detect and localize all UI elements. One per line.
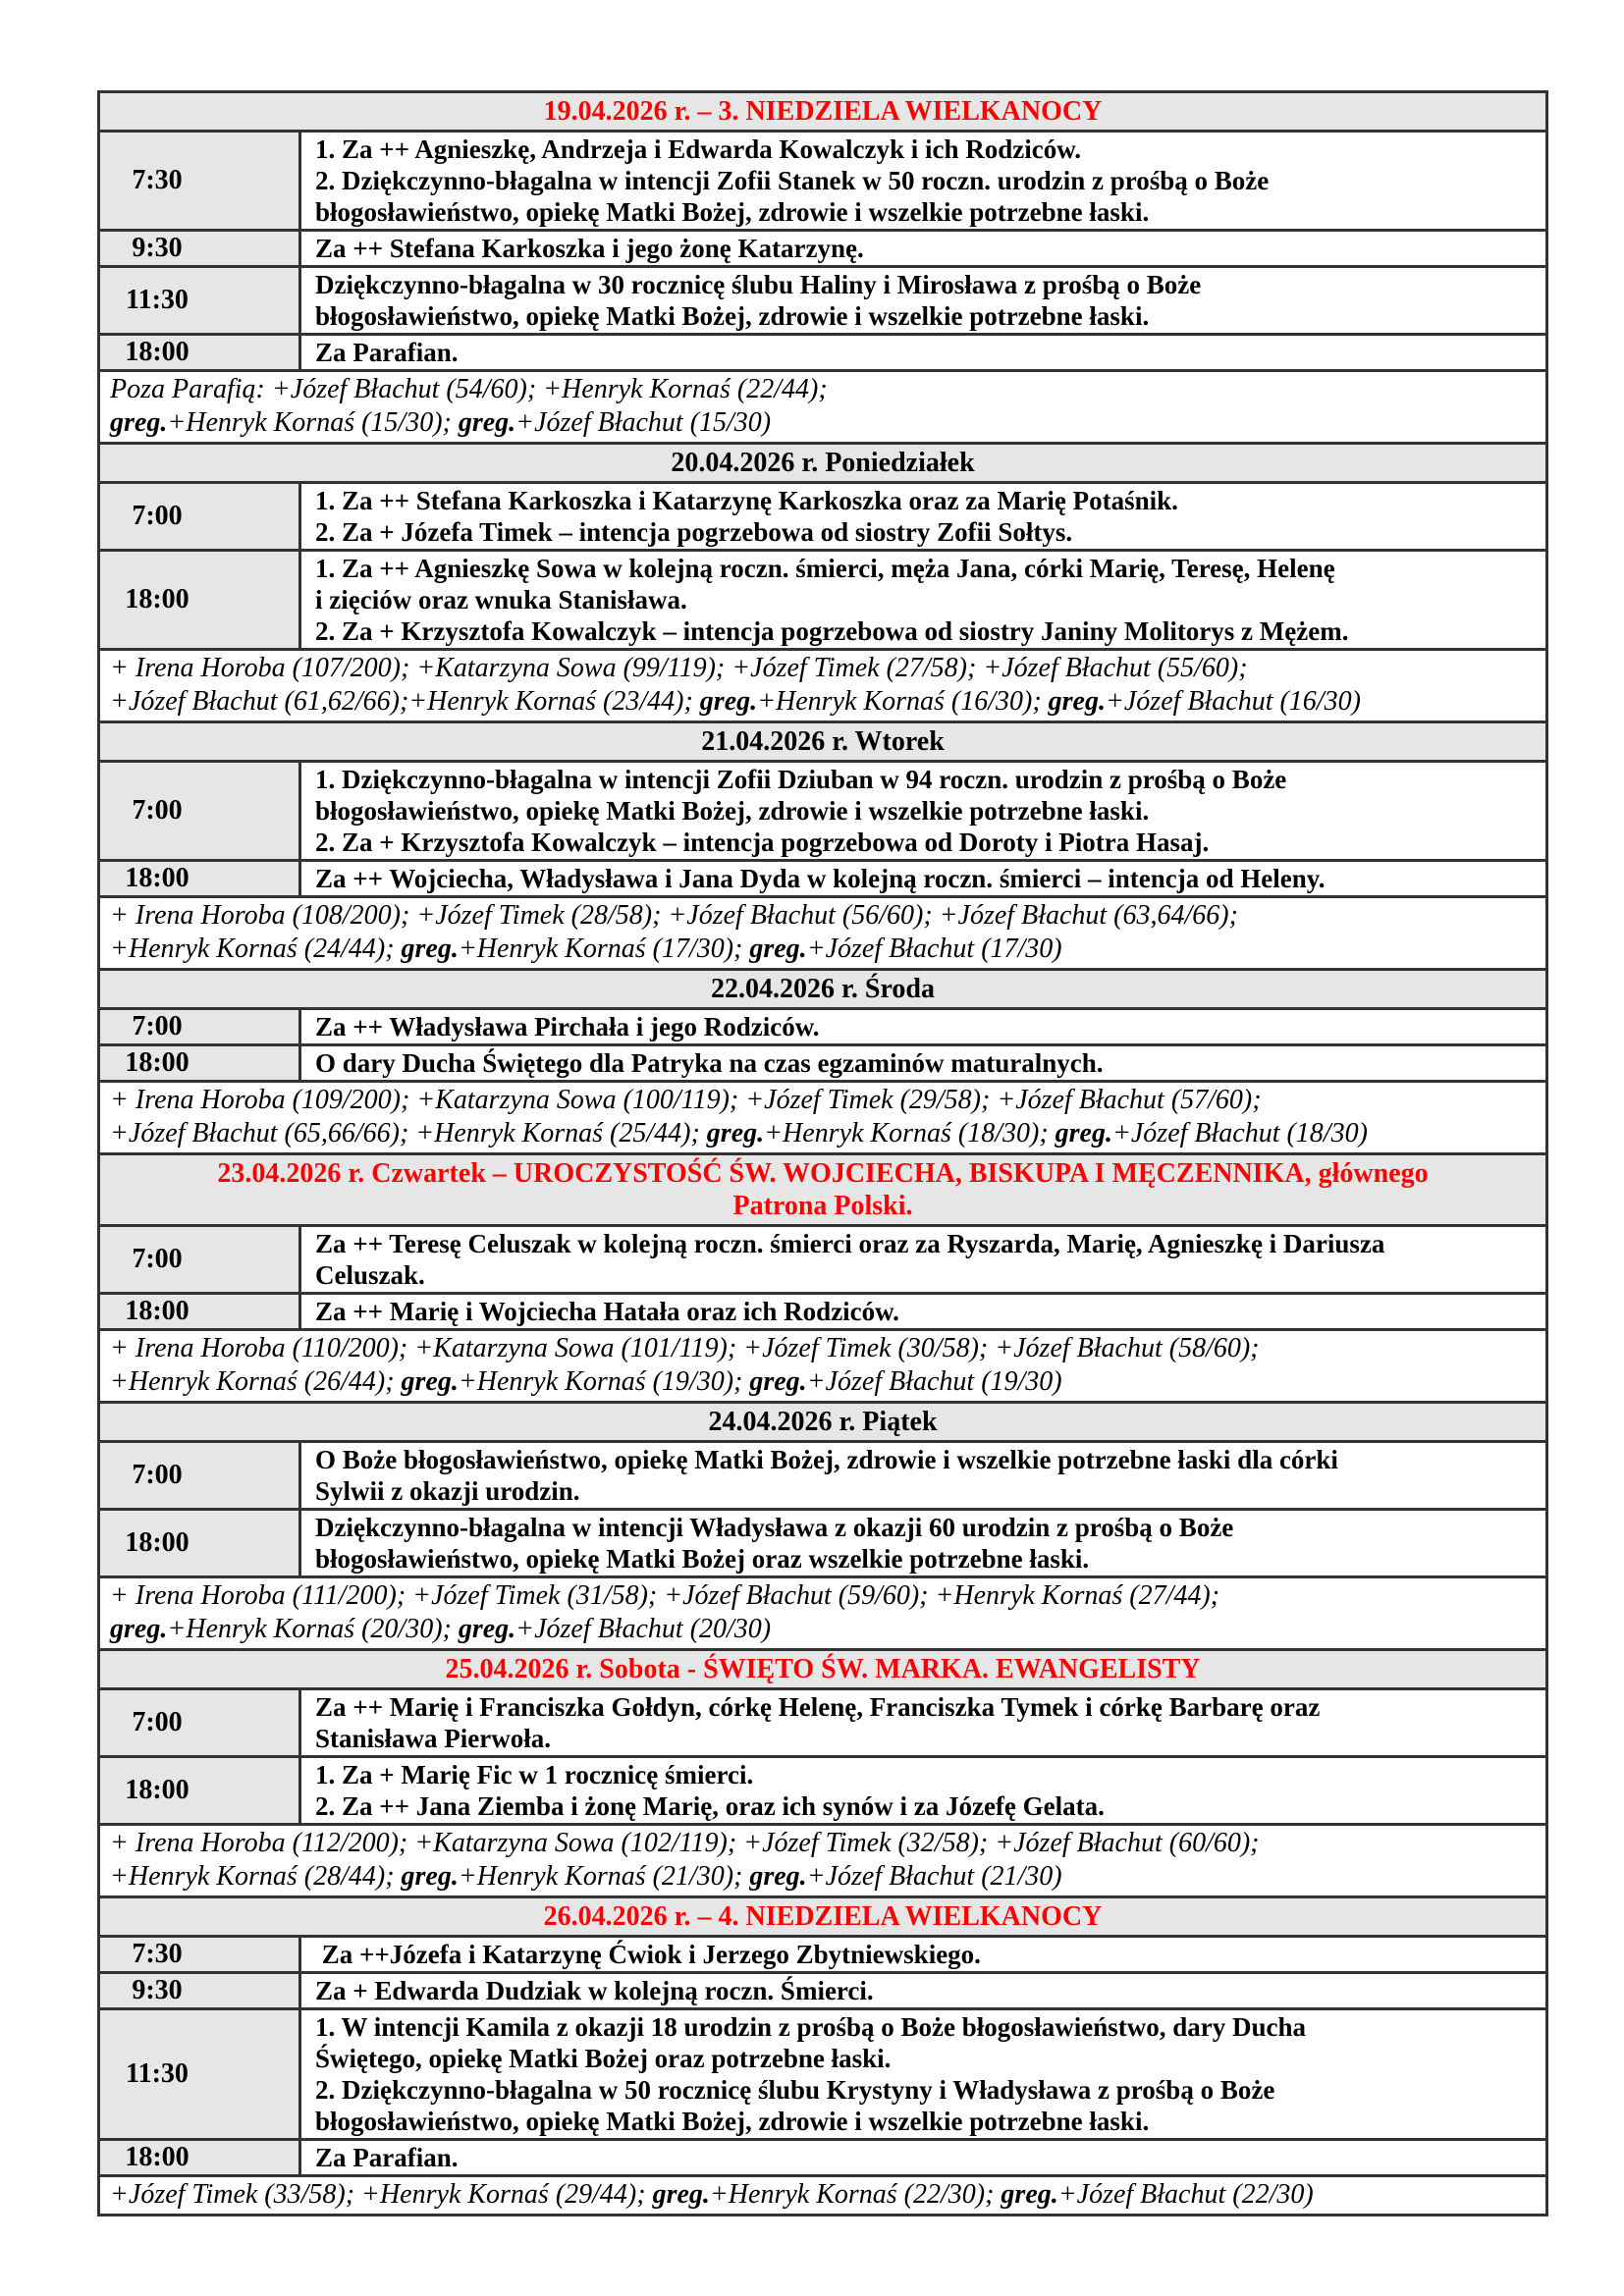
mass-intention-cell (301, 862, 1545, 895)
greg-label: greg. (401, 1861, 459, 1892)
intention-line: 1. Za + Marię Fic w 1 rocznicę śmierci. (315, 1760, 754, 1789)
day-header (100, 968, 1545, 1007)
mass-intention-cell (301, 1938, 1545, 1971)
memorial-intentions-row (100, 2174, 1545, 2214)
mass-intention-cell (301, 763, 1545, 859)
memorial-text: +Józef Błachut (65,66/66); +Henryk Kornaś (25/44); (110, 1118, 707, 1148)
memorial-text: + Irena Horoba (110/200); +Katarzyna Sowa (101/119); +Józef Timek (30/58); +Józef Błachut (58/60); (110, 1333, 1260, 1363)
day-header-line: 24.04.2026 r. Piątek (708, 1407, 938, 1437)
memorial-text: +Józef Timek (33/58); +Henryk Kornaś (29/44); (110, 2179, 653, 2210)
intention-line: 1. Dziękczynno-błagalna w intencji Zofii Dziuban w 94 roczn. urodzin z prośbą o Boże (315, 765, 1287, 794)
mass-time-label: 7:00 (132, 1011, 183, 1041)
memorial-line (110, 1332, 1538, 1365)
intention-line: Dziękczynno-błagalna w 30 rocznicę ślubu Haliny i Mirosława z prośbą o Boże (315, 270, 1202, 299)
greg-label: greg. (110, 1614, 168, 1644)
day-section (100, 93, 1545, 442)
intention-line: Za + Edwarda Dudziak w kolejną roczn. Śmierci. (315, 1976, 874, 2005)
memorial-line (110, 406, 1538, 440)
memorial-text: +Józef Błachut (19/30) (806, 1366, 1062, 1397)
greg-label: greg. (749, 934, 807, 964)
mass-intention-cell (301, 336, 1545, 369)
intention-line: Świętego, opiekę Matki Bożej oraz potrzebne łaski. (315, 2044, 892, 2073)
mass-time-label: 11:30 (126, 2058, 189, 2089)
memorial-intentions-row (100, 1823, 1545, 1896)
day-header (100, 1648, 1545, 1687)
day-section (100, 1896, 1545, 2214)
mass-intention-cell (301, 1046, 1545, 1080)
memorial-intentions-row (100, 1575, 1545, 1648)
memorial-text: Poza Parafią: +Józef Błachut (54/60); +Henryk Kornaś (22/44); (110, 374, 828, 404)
intention-line: Za ++ Władysława Pirchała i jego Rodziców. (315, 1012, 820, 1041)
mass-time-label: 18:00 (125, 1296, 189, 1326)
mass-row (100, 1508, 1545, 1575)
memorial-text: +Henryk Kornaś (28/44); (110, 1861, 402, 1892)
memorial-line (110, 899, 1538, 933)
mass-time-label: 18:00 (125, 337, 189, 367)
memorial-text: +Henryk Kornaś (17/30); (458, 934, 750, 964)
memorial-text: +Józef Błachut (61,62/66);+Henryk Kornaś (23/44); (110, 686, 700, 717)
day-header-line: Patrona Polski. (732, 1191, 913, 1221)
intention-line: 2. Dziękczynno-błagalna w intencji Zofii Stanek w 50 roczn. urodzin z prośbą o Boże (315, 166, 1270, 195)
memorial-intentions-row (100, 1080, 1545, 1152)
memorial-text: +Henryk Kornaś (22/30); (709, 2179, 1001, 2210)
mass-row (100, 130, 1545, 229)
intention-line: Za Parafian. (315, 2143, 459, 2172)
mass-row (100, 333, 1545, 369)
mass-intention-cell (301, 1974, 1545, 2007)
mass-time-label: 18:00 (125, 584, 189, 614)
mass-intention-cell (301, 552, 1545, 648)
intention-line: Za Parafian. (315, 338, 459, 367)
memorial-text: + Irena Horoba (108/200); +Józef Timek (28/58); +Józef Błachut (56/60); +Józef Błachut (63,64/66); (110, 900, 1238, 931)
intention-line: Za ++Józefa i Katarzynę Ćwiok i Jerzego Zbytniewskiego. (315, 1940, 981, 1969)
memorial-text: +Józef Błachut (21/30) (806, 1861, 1062, 1892)
day-section (100, 442, 1545, 721)
mass-row (100, 1755, 1545, 1823)
day-section (100, 968, 1545, 1152)
mass-row (100, 1224, 1545, 1292)
day-header (100, 93, 1545, 130)
memorial-text: +Henryk Kornaś (18/30); (764, 1118, 1056, 1148)
memorial-text: +Henryk Kornaś (20/30); (167, 1614, 459, 1644)
day-section (100, 1401, 1545, 1648)
memorial-text: +Józef Błachut (16/30) (1105, 686, 1361, 717)
intention-line: 2. Za + Krzysztofa Kowalczyk – intencja pogrzebowa od Doroty i Piotra Hasaj. (315, 828, 1210, 857)
memorial-line (110, 1117, 1538, 1150)
greg-label: greg. (699, 686, 758, 717)
mass-time-label: 18:00 (125, 1047, 189, 1078)
greg-label: greg. (1048, 686, 1106, 717)
mass-time-label: 18:00 (125, 1527, 189, 1558)
greg-label: greg. (110, 407, 168, 438)
mass-time-label: 7:00 (132, 1707, 183, 1737)
greg-label: greg. (749, 1861, 807, 1892)
day-header-line: 22.04.2026 r. Środa (711, 974, 935, 1004)
day-header (100, 721, 1545, 760)
mass-row (100, 1687, 1545, 1755)
mass-time-cell (100, 862, 301, 895)
memorial-intentions-row (100, 648, 1545, 721)
mass-time-cell (100, 268, 301, 333)
memorial-line (110, 933, 1538, 966)
intention-line: Za ++ Stefana Karkoszka i jego żonę Katarzynę. (315, 234, 864, 263)
mass-row (100, 549, 1545, 648)
intention-line: Stanisława Pierwoła. (315, 1724, 551, 1753)
memorial-intentions-row (100, 369, 1545, 442)
greg-label: greg. (749, 1366, 807, 1397)
mass-intention-cell (301, 133, 1545, 229)
day-header-line: 19.04.2026 r. – 3. NIEDZIELA WIELKANOCY (543, 96, 1103, 127)
mass-time-cell (100, 1295, 301, 1328)
memorial-line (110, 1827, 1538, 1860)
mass-intention-cell (301, 1227, 1545, 1292)
intention-line: 1. W intencji Kamila z okazji 18 urodzin z prośbą o Boże błogosławieństwo, dary Ducha (315, 2012, 1307, 2042)
day-section (100, 721, 1545, 968)
greg-label: greg. (652, 2179, 710, 2210)
mass-time-cell (100, 763, 301, 859)
mass-time-cell (100, 1938, 301, 1971)
intention-line: 2. Dziękczynno-błagalna w 50 rocznicę ślubu Krystyny i Władysława z prośbą o Boże (315, 2075, 1275, 2105)
mass-row (100, 859, 1545, 895)
day-header (100, 442, 1545, 481)
memorial-line (110, 2178, 1538, 2212)
day-header (100, 1896, 1545, 1935)
day-header-line: 23.04.2026 r. Czwartek – UROCZYSTOŚĆ ŚW. WOJCIECHA, BISKUPA I MĘCZENNIKA, głównego (217, 1158, 1429, 1189)
greg-label: greg. (1055, 1118, 1112, 1148)
memorial-text: +Henryk Kornaś (26/44); (110, 1366, 402, 1397)
mass-time-cell (100, 232, 301, 265)
memorial-text: +Henryk Kornaś (24/44); (110, 934, 402, 964)
intention-line: 2. Za + Józefa Timek – intencja pogrzebowa od siostry Zofii Sołtys. (315, 517, 1073, 547)
greg-label: greg. (401, 1366, 459, 1397)
mass-time-label: 7:00 (132, 1244, 183, 1274)
intention-line: błogosławieństwo, opiekę Matki Bożej, zdrowie i wszelkie potrzebne łaski. (315, 796, 1150, 826)
mass-time-label: 11:30 (126, 285, 189, 315)
memorial-text: +Henryk Kornaś (16/30); (757, 686, 1049, 717)
mass-row (100, 229, 1545, 265)
mass-time-cell (100, 1046, 301, 1080)
memorial-line (110, 652, 1538, 685)
mass-row (100, 1292, 1545, 1328)
memorial-line (110, 1084, 1538, 1117)
intention-line: 1. Za ++ Stefana Karkoszka i Katarzynę Karkoszka oraz za Marię Potaśnik. (315, 486, 1178, 515)
mass-time-label: 18:00 (125, 1775, 189, 1805)
mass-intention-cell (301, 232, 1545, 265)
mass-time-label: 9:30 (132, 1975, 183, 2005)
day-section (100, 1648, 1545, 1896)
intention-line: Za ++ Wojciecha, Władysława i Jana Dyda w kolejną roczn. śmierci – intencja od Heleny. (315, 864, 1326, 893)
memorial-intentions-row (100, 895, 1545, 968)
intention-line: 1. Za ++ Agnieszkę, Andrzeja i Edwarda Kowalczyk i ich Rodziców. (315, 134, 1082, 164)
day-header-line: 21.04.2026 r. Wtorek (701, 726, 945, 757)
memorial-line (110, 1860, 1538, 1894)
mass-row (100, 481, 1545, 549)
memorial-text: + Irena Horoba (111/200); +Józef Timek (31/58); +Józef Błachut (59/60); +Henryk Kornaś (27/44); (110, 1580, 1220, 1611)
intention-line: i zięciów oraz wnuka Stanisława. (315, 585, 687, 614)
greg-label: greg. (458, 1614, 516, 1644)
mass-time-cell (100, 336, 301, 369)
mass-row (100, 1043, 1545, 1080)
memorial-text: + Irena Horoba (109/200); +Katarzyna Sowa (100/119); +Józef Timek (29/58); +Józef Błachut (57/60); (110, 1085, 1262, 1115)
mass-intentions-table (97, 90, 1548, 2216)
memorial-text: + Irena Horoba (107/200); +Katarzyna Sowa (99/119); +Józef Timek (27/58); +Józef Błachut (55/60); (110, 653, 1248, 683)
mass-intention-cell (301, 268, 1545, 333)
mass-time-cell (100, 484, 301, 549)
mass-time-cell (100, 133, 301, 229)
memorial-text: +Henryk Kornaś (19/30); (458, 1366, 750, 1397)
intention-line: Celuszak. (315, 1260, 425, 1290)
intention-line: błogosławieństwo, opiekę Matki Bożej oraz wszelkie potrzebne łaski. (315, 1544, 1090, 1574)
mass-time-label: 18:00 (125, 863, 189, 893)
mass-time-label: 7:30 (132, 165, 183, 195)
greg-label: greg. (1001, 2179, 1058, 2210)
mass-time-cell (100, 1010, 301, 1043)
mass-row (100, 265, 1545, 333)
intention-line: 2. Za ++ Jana Ziemba i żonę Marię, oraz ich synów i za Józefę Gelata. (315, 1791, 1105, 1821)
memorial-text: +Henryk Kornaś (21/30); (458, 1861, 750, 1892)
memorial-text: +Józef Błachut (18/30) (1111, 1118, 1368, 1148)
intention-line: O Boże błogosławieństwo, opiekę Matki Bożej, zdrowie i wszelkie potrzebne łaski dla córki (315, 1445, 1338, 1474)
day-section (100, 1152, 1545, 1401)
memorial-line (110, 1613, 1538, 1646)
mass-row (100, 2138, 1545, 2174)
mass-row (100, 2007, 1545, 2138)
memorial-line (110, 685, 1538, 719)
memorial-intentions-row (100, 1328, 1545, 1401)
memorial-line (110, 373, 1538, 406)
mass-time-cell (100, 1443, 301, 1508)
intention-line: Za ++ Marię i Franciszka Gołdyn, córkę Helenę, Franciszka Tymek i córkę Barbarę oraz (315, 1692, 1321, 1722)
intention-line: Za ++ Marię i Wojciecha Hatała oraz ich Rodziców. (315, 1297, 899, 1326)
mass-row (100, 1440, 1545, 1508)
day-header-line: 25.04.2026 r. Sobota - ŚWIĘTO ŚW. MARKA. EWANGELISTY (445, 1654, 1201, 1684)
mass-time-cell (100, 1758, 301, 1823)
greg-label: greg. (706, 1118, 765, 1148)
mass-row (100, 1935, 1545, 1971)
mass-intention-cell (301, 1511, 1545, 1575)
mass-time-cell (100, 552, 301, 648)
intention-line: Za ++ Teresę Celuszak w kolejną roczn. śmierci oraz za Ryszarda, Marię, Agnieszkę i Dariusza (315, 1229, 1385, 1258)
intention-line: błogosławieństwo, opiekę Matki Bożej, zdrowie i wszelkie potrzebne łaski. (315, 301, 1150, 331)
day-header-line: 20.04.2026 r. Poniedziałek (671, 448, 975, 478)
intention-line: O dary Ducha Świętego dla Patryka na czas egzaminów maturalnych. (315, 1048, 1104, 1078)
day-header (100, 1152, 1545, 1224)
mass-time-label: 9:30 (132, 233, 183, 263)
mass-time-label: 7:30 (132, 1939, 183, 1969)
mass-intention-cell (301, 2010, 1545, 2138)
mass-intention-cell (301, 1758, 1545, 1823)
memorial-text: + Irena Horoba (112/200); +Katarzyna Sowa (102/119); +Józef Timek (32/58); +Józef Błachut (60/60); (110, 1828, 1260, 1858)
memorial-text: +Józef Błachut (22/30) (1057, 2179, 1314, 2210)
mass-intention-cell (301, 1295, 1545, 1328)
mass-time-cell (100, 2010, 301, 2138)
mass-time-label: 18:00 (125, 2142, 189, 2172)
mass-intention-cell (301, 484, 1545, 549)
memorial-line (110, 1579, 1538, 1613)
intention-line: 1. Za ++ Agnieszkę Sowa w kolejną roczn. śmierci, męża Jana, córki Marię, Teresę, Helenę (315, 554, 1335, 583)
greg-label: greg. (401, 934, 459, 964)
mass-time-label: 7:00 (132, 1460, 183, 1490)
intention-line: 2. Za + Krzysztofa Kowalczyk – intencja pogrzebowa od siostry Janiny Molitorys z Mężem. (315, 616, 1349, 646)
intention-line: błogosławieństwo, opiekę Matki Bożej, zdrowie i wszelkie potrzebne łaski. (315, 197, 1150, 227)
intention-line: Dziękczynno-błagalna w intencji Władysława z okazji 60 urodzin z prośbą o Boże (315, 1513, 1234, 1542)
mass-time-cell (100, 1227, 301, 1292)
mass-intention-cell (301, 2141, 1545, 2174)
day-header (100, 1401, 1545, 1440)
greg-label: greg. (458, 407, 516, 438)
mass-time-cell (100, 1511, 301, 1575)
intention-line: Sylwii z okazji urodzin. (315, 1476, 580, 1506)
intention-line: błogosławieństwo, opiekę Matki Bożej, zdrowie i wszelkie potrzebne łaski. (315, 2107, 1150, 2136)
day-header-line: 26.04.2026 r. – 4. NIEDZIELA WIELKANOCY (543, 1901, 1103, 1932)
memorial-text: +Józef Błachut (17/30) (806, 934, 1062, 964)
mass-row (100, 760, 1545, 859)
mass-time-cell (100, 2141, 301, 2174)
mass-time-label: 7:00 (132, 501, 183, 531)
mass-row (100, 1007, 1545, 1043)
mass-intention-cell (301, 1443, 1545, 1508)
memorial-text: +Henryk Kornaś (15/30); (167, 407, 459, 438)
memorial-text: +Józef Błachut (20/30) (515, 1614, 772, 1644)
mass-intention-cell (301, 1010, 1545, 1043)
mass-row (100, 1971, 1545, 2007)
memorial-line (110, 1365, 1538, 1399)
mass-intention-cell (301, 1690, 1545, 1755)
memorial-text: +Józef Błachut (15/30) (515, 407, 772, 438)
mass-time-label: 7:00 (132, 795, 183, 826)
mass-time-cell (100, 1974, 301, 2007)
mass-time-cell (100, 1690, 301, 1755)
